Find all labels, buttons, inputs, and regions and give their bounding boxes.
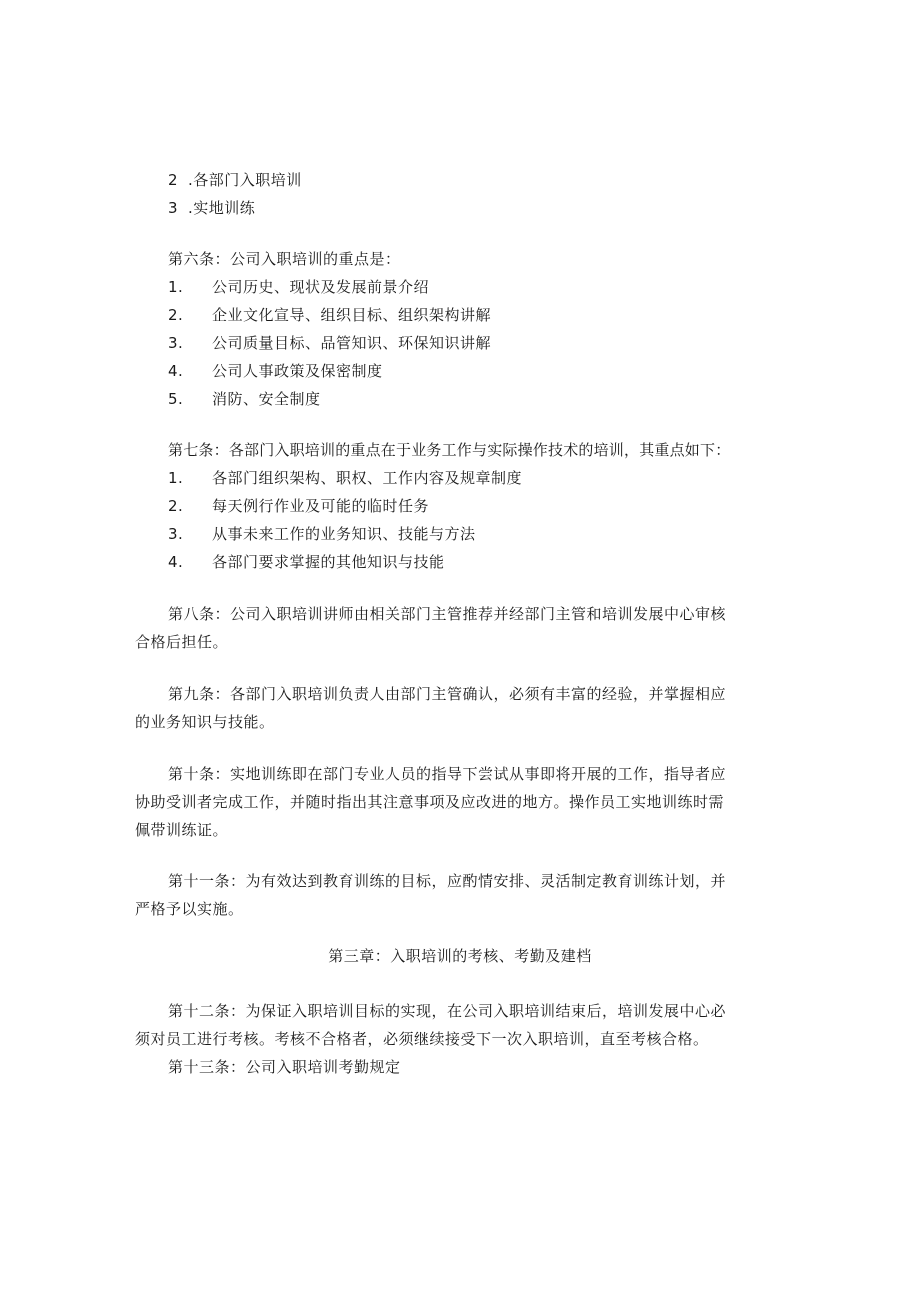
list-text: 各部门组织架构、职权、工作内容及规章制度 [212, 469, 523, 487]
article-8-line-2: 合格后担任。 [135, 633, 229, 651]
article-12-line-2: 须对员工进行考核。考核不合格者，必须继续接受下一次入职培训，直至考核合格。 [135, 1030, 709, 1048]
article-8-line-1: 第八条：公司入职培训讲师由相关部门主管推荐并经部门主管和培训发展中心审核 [168, 605, 727, 623]
list-item [168, 305, 491, 325]
list-number: 4. [168, 362, 184, 380]
list-text: .各部门入职培训 [188, 171, 302, 189]
list-number: 3. [168, 334, 184, 352]
list-text: 企业文化宣导、组织目标、组织架构讲解 [212, 306, 492, 324]
list-item [168, 198, 255, 218]
list-number: 3 [168, 199, 179, 217]
list-number: 1. [168, 469, 184, 487]
article-6-heading: 第六条：公司入职培训的重点是： [168, 250, 401, 268]
list-number: 5. [168, 390, 184, 408]
list-number: 1. [168, 278, 184, 296]
list-number: 2. [168, 306, 184, 324]
list-item [168, 277, 429, 297]
list-item [168, 333, 491, 353]
article-10-line-1: 第十条：实地训练即在部门专业人员的指导下尝试从事即将开展的工作，指导者应 [168, 765, 727, 783]
list-item [168, 524, 476, 544]
article-11-line-2: 严格予以实施。 [135, 900, 244, 918]
chapter-3-title: 第三章：入职培训的考核、考勤及建档 [328, 947, 592, 965]
list-item [168, 496, 429, 516]
list-text: 消防、安全制度 [212, 390, 321, 408]
article-10-line-2: 协助受训者完成工作，并随时指出其注意事项及应改进的地方。操作员工实地训练时需 [135, 793, 725, 811]
list-number: 3. [168, 525, 184, 543]
list-text: 每天例行作业及可能的临时任务 [212, 497, 430, 515]
list-item [168, 468, 522, 488]
list-item [168, 552, 445, 572]
list-item [168, 389, 321, 409]
list-text: 各部门要求掌握的其他知识与技能 [212, 553, 445, 571]
article-7-heading: 第七条：各部门入职培训的重点在于业务工作与实际操作技术的培训，其重点如下： [168, 441, 731, 459]
list-number: 4. [168, 553, 184, 571]
article-10-line-3: 佩带训练证。 [135, 821, 229, 839]
article-13-line-1: 第十三条：公司入职培训考勤规定 [168, 1058, 401, 1076]
article-9-line-2: 的业务知识与技能。 [135, 713, 275, 731]
list-item [168, 170, 302, 190]
list-number: 2. [168, 497, 184, 515]
list-text: 公司质量目标、品管知识、环保知识讲解 [212, 334, 492, 352]
list-text: .实地训练 [188, 199, 256, 217]
list-text: 公司人事政策及保密制度 [212, 362, 383, 380]
list-text: 公司历史、现状及发展前景介绍 [212, 278, 430, 296]
article-11-line-1: 第十一条：为有效达到教育训练的目标，应酌情安排、灵活制定教育训练计划，并 [168, 872, 727, 890]
list-item [168, 361, 383, 381]
article-9-line-1: 第九条：各部门入职培训负责人由部门主管确认，必须有丰富的经验，并掌握相应 [168, 685, 727, 703]
article-12-line-1: 第十二条：为保证入职培训目标的实现，在公司入职培训结束后，培训发展中心必 [168, 1002, 727, 1020]
list-number: 2 [168, 171, 179, 189]
list-text: 从事未来工作的业务知识、技能与方法 [212, 525, 476, 543]
